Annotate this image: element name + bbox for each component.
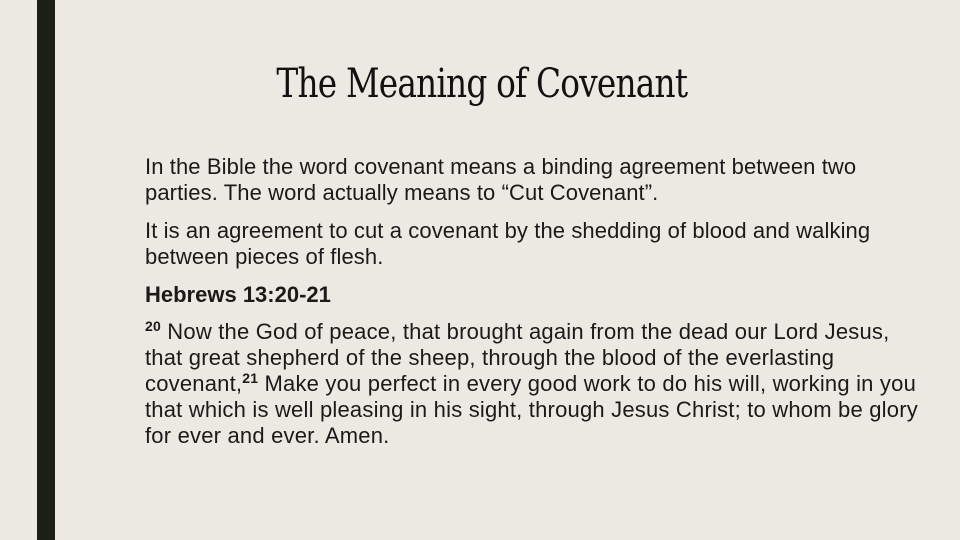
slide-body [145,154,925,461]
scripture-passage [145,319,925,449]
verse-number-20: 20 [145,318,161,334]
verse-21-text: Make you perfect in every good work to do his will, working in you that which is well pleasing in his sight, through Jesus Christ; to whom be glory for ever and ever. Amen. [145,371,918,448]
paragraph-definition: In the Bible the word covenant means a binding agreement between two parties. The word actually means to “Cut Covenant”. [145,154,857,205]
left-accent-bar [37,0,55,540]
verse-20-text: Now the God of peace, that brought again from the dead our Lord Jesus, that great shepherd of the sheep, through the blood of the everlasting covenant, [145,319,890,396]
verse-number-21: 21 [242,370,259,386]
scripture-reference: Hebrews 13:20-21 [145,282,331,307]
paragraph-agreement: It is an agreement to cut a covenant by the shedding of blood and walking between pieces of flesh. [145,218,871,269]
slide-title: The Meaning of Covenant [276,61,688,107]
